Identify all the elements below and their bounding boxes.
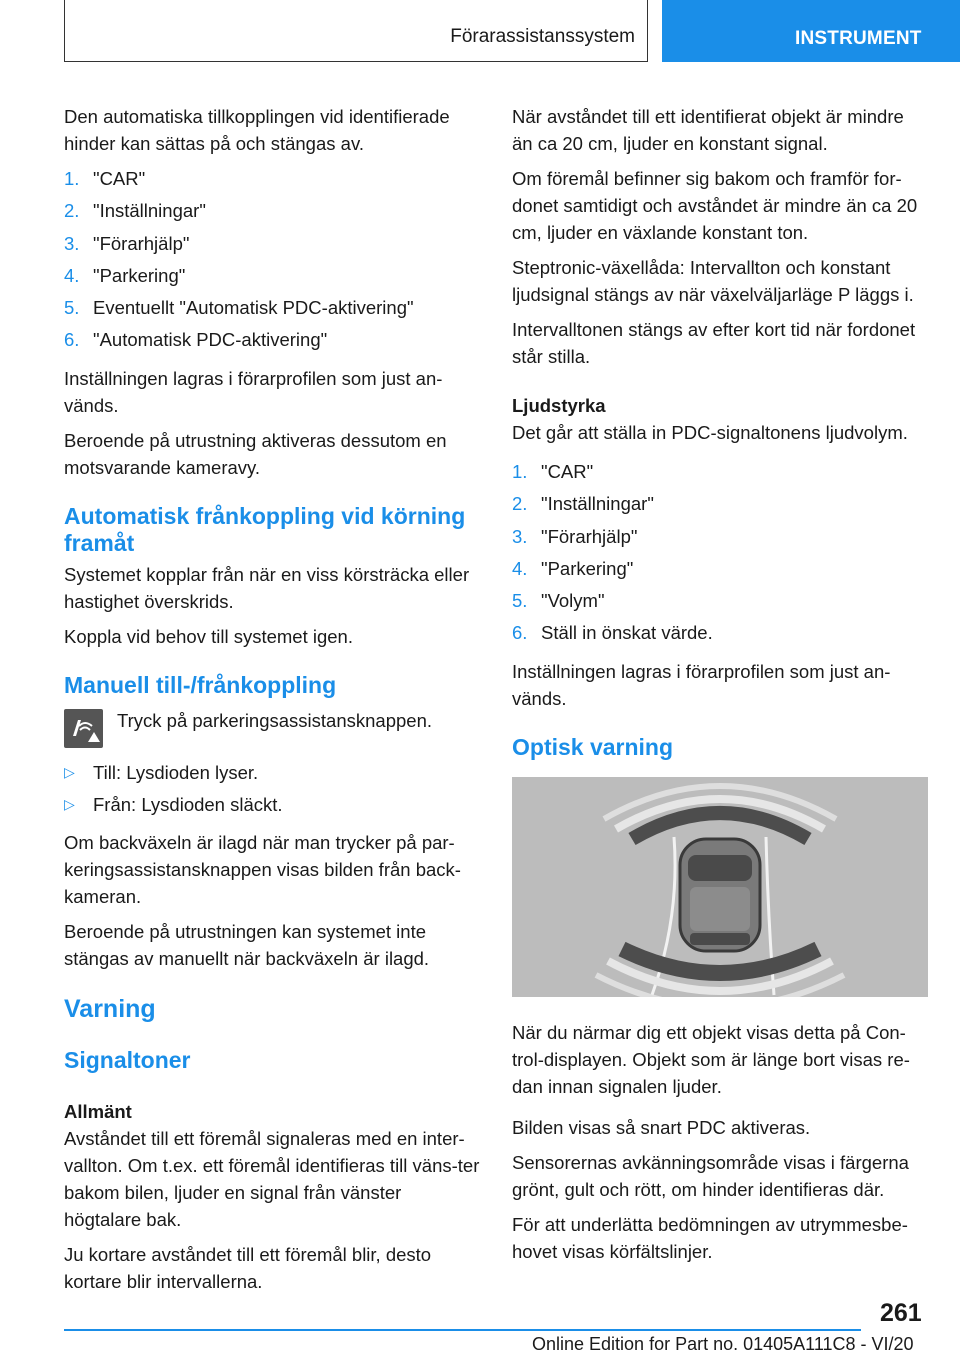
interval-paragraph: Intervalltonen stängs av efter kort tid när fordonet står stilla. [512,319,916,367]
bullet-text: Från: Lysdioden släckt. [93,794,283,816]
list-item [64,262,480,294]
volume-paragraph: Det går att ställa in PDC-signaltonens ljudvolym. [512,422,908,443]
heading-manual: Manuell till-/frånkoppling [64,671,337,698]
list-item [512,587,928,619]
list-item [64,294,480,326]
steptronic-paragraph: Steptronic-växellåda: Intervallton och konstant ljudsignal stängs av när växelväljarläge P läggs i. [512,257,914,305]
footer-divider [64,1329,861,1331]
heading-general: Allmänt [64,1101,132,1123]
step-text: "Förarhjälp" [541,525,638,547]
step-number: 6. [512,622,528,644]
step-text: Eventuellt "Automatisk PDC-aktivering" [93,297,414,319]
saved-paragraph: Inställningen lagras i förarprofilen som just an-vänds. [512,660,891,709]
heading-auto-off: Automatisk frånkoppling vid körning framåt [64,502,466,556]
step-text: "Inställningar" [541,493,654,515]
list-item [512,458,928,490]
led-state-list [64,759,480,824]
cannot-disable-paragraph: Beroende på utrustningen kan systemet inte stängas av manuellt när backväxeln är ilagd. [64,921,430,970]
list-item [64,759,480,791]
step-text: "Volym" [541,590,605,612]
header-section-box [64,0,648,62]
list-item [64,230,480,262]
triangle-bullet-icon: ▷ [64,763,75,780]
button-instruction-text: Tryck på parkeringsassistansknappen. [117,709,432,731]
pdc-car-sensor-image [512,777,928,997]
heading-optical: Optisk varning [512,733,674,760]
step-number: 1. [64,168,80,189]
step-number: 4. [512,557,528,579]
list-item [64,791,480,823]
approach-paragraph: När du närmar dig ett objekt visas detta på Con-trol-displayen. Objekt som är länge bort visas re-dan innan signalen ljuder. [512,1021,910,1097]
step-text: Ställ in önskat värde. [541,622,713,644]
step-text: "CAR" [93,168,146,189]
heading-volume: Ljudstyrka [512,395,606,416]
list-item [512,555,928,587]
step-number: 5. [512,590,528,612]
heading-signals: Signaltoner [64,1047,191,1074]
step-number: 2. [512,493,528,515]
heading-warning: Varning [64,995,156,1024]
shown-paragraph: Bilden visas så snart PDC aktiveras. [512,1116,811,1138]
step-text: "Inställningar" [93,200,206,222]
settings-steps-list [64,165,480,359]
triangle-bullet-icon: ▷ [64,796,75,813]
intro-paragraph: Den automatiska tillkopplingen vid identifierade hinder kan sättas på och stängas av. [64,106,450,154]
volume-steps-list [512,458,928,652]
list-item [64,165,480,197]
reconnect-paragraph: Koppla vid behov till systemet igen. [64,625,353,647]
general-paragraph: Avståndet till ett föremål signaleras med en inter-vallton. Om t.ex. ett föremål identifieras till väns-ter bakom bilen, ljuder en signal från vänster högtalare bak. [64,1128,480,1231]
section-title: Förarassistanssystem [450,26,635,47]
list-item [512,619,928,651]
button-instruction [64,707,480,753]
reverse-paragraph: Om backväxeln är ilagd när man trycker på par-keringsassistansknappen visas bilden från back-kameran. [64,832,461,908]
colors-paragraph: Sensorernas avkänningsområde visas i färgerna grönt, gult och rött, om hinder identifieras där. [512,1151,909,1200]
step-number: 3. [64,232,80,254]
list-item [512,523,928,555]
list-item [512,490,928,522]
shorter-paragraph: Ju kortare avståndet till ett föremål blir, desto kortare blir intervallerna. [64,1244,432,1293]
page-number: 261 [880,1299,922,1327]
step-text: "Parkering" [541,557,634,579]
chapter-tab [662,0,960,62]
step-number: 6. [64,329,80,351]
constant-signal-paragraph: När avståndet till ett identifierat objekt är mindre än ca 20 cm, ljuder en konstant signal. [512,106,904,154]
step-number: 2. [64,200,80,222]
step-number: 4. [64,264,80,286]
step-number: 1. [512,461,528,482]
chapter-tab-label: INSTRUMENT [795,28,922,49]
camera-paragraph: Beroende på utrustning aktiveras dessutom en motsvarande kameravy. [64,429,447,478]
auto-off-paragraph: Systemet kopplar från när en viss körsträcka eller hastighet överskrids. [64,563,470,612]
step-text: "Förarhjälp" [93,232,190,254]
lanes-paragraph: För att underlätta bedömningen av utrymmesbe-hovet visas körfältslinjer. [512,1213,908,1262]
saved-paragraph: Inställningen lagras i förarprofilen som just an-vänds. [64,367,443,416]
step-text: "Automatisk PDC-aktivering" [93,329,328,351]
step-text: "Parkering" [93,264,186,286]
left-column [64,103,480,1303]
step-number: 5. [64,297,80,319]
list-item [64,326,480,358]
list-item [64,197,480,229]
step-number: 3. [512,525,528,547]
bullet-text: Till: Lysdioden lyser. [93,761,259,783]
footer-edition-text: Online Edition for Part no. 01405A111C8 - VI/20 [532,1334,914,1354]
right-column [512,103,928,1273]
alternating-paragraph: Om föremål befinner sig bakom och framför for-donet samtidigt och avståndet är mindre än ca 20 cm, ljuder en växlande konstant ton. [512,168,918,243]
step-text: "CAR" [541,461,594,482]
parking-assist-button-icon [64,709,103,748]
